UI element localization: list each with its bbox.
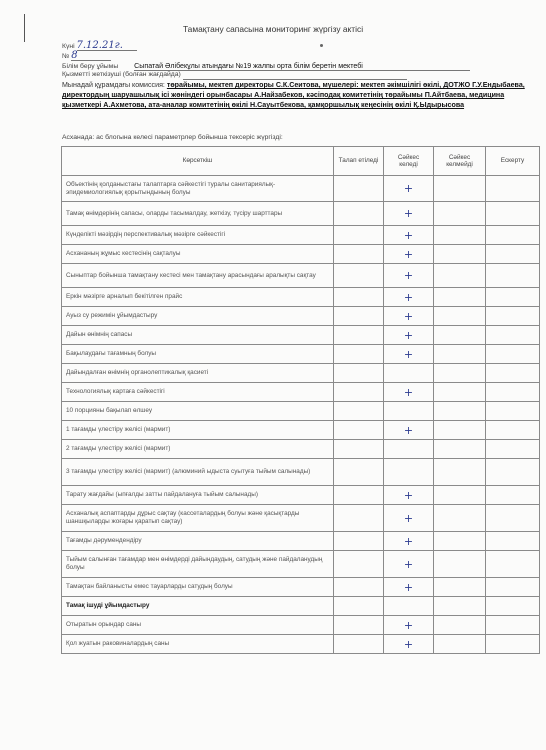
compliant-mark-cell: + xyxy=(384,505,434,532)
required-cell xyxy=(334,578,384,597)
commission-label: Мынадай құрамдағы комиссия: xyxy=(62,81,165,89)
noncompliant-cell xyxy=(434,364,486,383)
required-cell xyxy=(334,202,384,226)
table-row xyxy=(62,486,540,505)
compliant-mark-cell: + xyxy=(384,345,434,364)
school-label: Білім беру ұйымы xyxy=(62,63,119,70)
note-cell xyxy=(486,532,540,551)
note-cell xyxy=(486,421,540,440)
header-indicator: Көрсеткіш xyxy=(62,147,334,176)
note-cell xyxy=(486,578,540,597)
required-cell xyxy=(334,264,384,288)
indicator-cell: 2 тағамды үлестіру желісі (мармит) xyxy=(62,440,334,459)
compliant-mark-cell: + xyxy=(384,226,434,245)
note-cell xyxy=(486,307,540,326)
required-cell xyxy=(334,532,384,551)
required-cell xyxy=(334,635,384,654)
compliant-mark-cell xyxy=(384,402,434,421)
note-cell xyxy=(486,245,540,264)
required-cell xyxy=(334,597,384,616)
compliant-mark-cell: + xyxy=(384,551,434,578)
noncompliant-cell xyxy=(434,264,486,288)
note-cell xyxy=(486,505,540,532)
indicator-cell: Отыратын орындар саны xyxy=(62,616,334,635)
service-value-blank xyxy=(183,71,407,80)
compliant-mark-cell: + xyxy=(384,202,434,226)
required-cell xyxy=(334,383,384,402)
required-cell xyxy=(334,459,384,486)
indicator-cell: Тамақтан байланысты емес тауарларды сатудың болуы xyxy=(62,578,334,597)
noncompliant-cell xyxy=(434,402,486,421)
required-cell xyxy=(334,307,384,326)
header-required: Талап етіледі xyxy=(334,147,384,176)
required-cell xyxy=(334,440,384,459)
noncompliant-cell xyxy=(434,326,486,345)
table-row xyxy=(62,326,540,345)
required-cell xyxy=(334,505,384,532)
compliant-mark-cell xyxy=(384,440,434,459)
school-line xyxy=(62,62,470,71)
number-line xyxy=(62,52,111,61)
required-cell xyxy=(334,402,384,421)
noncompliant-cell xyxy=(434,288,486,307)
note-cell xyxy=(486,383,540,402)
compliant-mark-cell: + xyxy=(384,421,434,440)
required-cell xyxy=(334,176,384,202)
compliant-mark-cell: + xyxy=(384,532,434,551)
table-row xyxy=(62,578,540,597)
note-cell xyxy=(486,202,540,226)
indicator-cell: Асханалық аспаптарды дұрыс сақтау (кассеталардың болуы және қасықтарды шаншқыларды жоғары қаратып сақтау) xyxy=(62,505,334,532)
compliant-mark-cell: + xyxy=(384,288,434,307)
noncompliant-cell xyxy=(434,635,486,654)
compliant-mark-cell: + xyxy=(384,635,434,654)
required-cell xyxy=(334,326,384,345)
header-noncompliant: Сәйкес келмейді xyxy=(434,147,486,176)
indicator-cell: Объектінің қолданыстағы талаптарға сәйкестігі туралы санитариялық-эпидемиологиялық қорытындының болуы xyxy=(62,176,334,202)
compliant-mark-cell xyxy=(384,459,434,486)
indicator-cell: Еркін мәзірге арналып бекітілген прайс xyxy=(62,288,334,307)
noncompliant-cell xyxy=(434,245,486,264)
table-row xyxy=(62,364,540,383)
indicator-cell: Технологиялық картаға сәйкестігі xyxy=(62,383,334,402)
note-cell xyxy=(486,364,540,383)
noncompliant-cell xyxy=(434,551,486,578)
note-cell xyxy=(486,264,540,288)
note-cell xyxy=(486,597,540,616)
table-row xyxy=(62,635,540,654)
table-header-row xyxy=(62,147,540,176)
indicator-cell: Сыныптар бойынша тамақтану кестесі мен тамақтану арасындағы аралықты сақтау xyxy=(62,264,334,288)
noncompliant-cell xyxy=(434,578,486,597)
indicator-cell: Ауыз су режимін ұйымдастыру xyxy=(62,307,334,326)
commission-members: төрайымы, мектеп директоры С.К.Сеитова, мүшелері: мектеп әкімшілігі өкілі, ДОТЖО Г.У.Ендыбаева, директордың шаруашылық ісі жөніндегі орынбасары А.Найзабеков, кәсіподақ комитетінің төрайымы П.Айтбаева, медицина қызметкері А.Ахметова, ата-аналар комитетінің өкілі Н.Сауытбекова, қамқоршылық кеңесінің өкілі Қ.Ыдырысова xyxy=(62,81,525,110)
table-row xyxy=(62,345,540,364)
table-row xyxy=(62,532,540,551)
service-label: Қызметті жеткізуші (болған жағдайда) xyxy=(62,71,181,78)
noncompliant-cell xyxy=(434,307,486,326)
table-row xyxy=(62,421,540,440)
header-note: Ескерту xyxy=(486,147,540,176)
ink-dot xyxy=(320,44,323,47)
compliant-mark-cell: + xyxy=(384,616,434,635)
required-cell xyxy=(334,421,384,440)
note-cell xyxy=(486,326,540,345)
compliant-mark-cell xyxy=(384,597,434,616)
noncompliant-cell xyxy=(434,202,486,226)
noncompliant-cell xyxy=(434,421,486,440)
note-cell xyxy=(486,616,540,635)
note-cell xyxy=(486,402,540,421)
indicator-cell: Тамақ өнімдерінің сапасы, оларды тасымалдау, жеткізу, түсіру шарттары xyxy=(62,202,334,226)
note-cell xyxy=(486,459,540,486)
indicator-cell: 1 тағамды үлестіру желісі (мармит) xyxy=(62,421,334,440)
noncompliant-cell xyxy=(434,486,486,505)
compliant-mark-cell: + xyxy=(384,383,434,402)
table-row xyxy=(62,226,540,245)
note-cell xyxy=(486,288,540,307)
table-row xyxy=(62,176,540,202)
noncompliant-cell xyxy=(434,459,486,486)
indicator-cell: Дайындалған өнімнің органолептикалық қасиеті xyxy=(62,364,334,383)
indicator-cell: 3 тағамды үлестіру желісі (мармит) (алюминий ыдыста суытуға тыйым салынады) xyxy=(62,459,334,486)
required-cell xyxy=(334,345,384,364)
table-row xyxy=(62,307,540,326)
indicator-cell: Тарату жағдайы (ыпғалды затты пайдалануға тыйым салынады) xyxy=(62,486,334,505)
table-row xyxy=(62,402,540,421)
required-cell xyxy=(334,288,384,307)
monitoring-table xyxy=(61,146,540,654)
table-section-row xyxy=(62,597,540,616)
note-cell xyxy=(486,440,540,459)
indicator-cell: Асхананың жұмыс кестесінің сақталуы xyxy=(62,245,334,264)
number-value: 8 xyxy=(71,52,111,61)
required-cell xyxy=(334,226,384,245)
compliant-mark-cell: + xyxy=(384,326,434,345)
indicator-cell: Тыйым салынған тағамдар мен өнімдерді дайындаудың, сатудың және пайдаланудың болуы xyxy=(62,551,334,578)
noncompliant-cell xyxy=(434,597,486,616)
noncompliant-cell xyxy=(434,345,486,364)
table-row xyxy=(62,616,540,635)
required-cell xyxy=(334,551,384,578)
document-title: Тамақтану сапасына мониторинг жүргізу актісі xyxy=(182,24,364,34)
day-value: 7.12.21г. xyxy=(77,42,137,51)
compliant-mark-cell: + xyxy=(384,486,434,505)
note-cell xyxy=(486,635,540,654)
required-cell xyxy=(334,616,384,635)
compliant-mark-cell: + xyxy=(384,245,434,264)
commission-block xyxy=(62,80,537,111)
indicator-cell: Тамақ ішуді ұйымдастыру xyxy=(62,597,334,616)
required-cell xyxy=(334,486,384,505)
table-row xyxy=(62,459,540,486)
noncompliant-cell xyxy=(434,616,486,635)
table-row xyxy=(62,440,540,459)
noncompliant-cell xyxy=(434,532,486,551)
indicator-cell: Бақылаудағы тағамның болуы xyxy=(62,345,334,364)
table-row xyxy=(62,505,540,532)
noncompliant-cell xyxy=(434,176,486,202)
noncompliant-cell xyxy=(434,226,486,245)
number-label: № xyxy=(62,53,70,60)
inspection-intro: Асханада: ас блогына келесі параметрлер бойынша тексеріс жүргізді: xyxy=(62,134,283,141)
required-cell xyxy=(334,364,384,383)
noncompliant-cell xyxy=(434,440,486,459)
compliant-mark-cell: + xyxy=(384,578,434,597)
table-row xyxy=(62,288,540,307)
table-row xyxy=(62,383,540,402)
note-cell xyxy=(486,486,540,505)
indicator-cell: Қол жуатын раковиналардың саны xyxy=(62,635,334,654)
compliant-mark-cell: + xyxy=(384,264,434,288)
service-line xyxy=(62,71,407,80)
noncompliant-cell xyxy=(434,383,486,402)
school-value: Сыпатай Әлібекұлы атындағы №19 жалпы орта білім беретін мектебі xyxy=(134,62,470,71)
table-row xyxy=(62,202,540,226)
indicator-cell: Тағамды дәрумендендіру xyxy=(62,532,334,551)
compliant-mark-cell: + xyxy=(384,176,434,202)
note-cell xyxy=(486,551,540,578)
table-row xyxy=(62,245,540,264)
indicator-cell: 10 порцияны бақылап өлшеу xyxy=(62,402,334,421)
note-cell xyxy=(486,345,540,364)
table-row xyxy=(62,264,540,288)
compliant-mark-cell xyxy=(384,364,434,383)
day-label: Күні xyxy=(62,43,75,50)
header-compliant: Сәйкес келеді xyxy=(384,147,434,176)
noncompliant-cell xyxy=(434,505,486,532)
indicator-cell: Дайын өнімнің сапасы xyxy=(62,326,334,345)
required-cell xyxy=(334,245,384,264)
note-cell xyxy=(486,226,540,245)
table-row xyxy=(62,551,540,578)
note-cell xyxy=(486,176,540,202)
indicator-cell: Күнделікті мәзірдің перспективалық мәзірге сәйкестігі xyxy=(62,226,334,245)
compliant-mark-cell: + xyxy=(384,307,434,326)
